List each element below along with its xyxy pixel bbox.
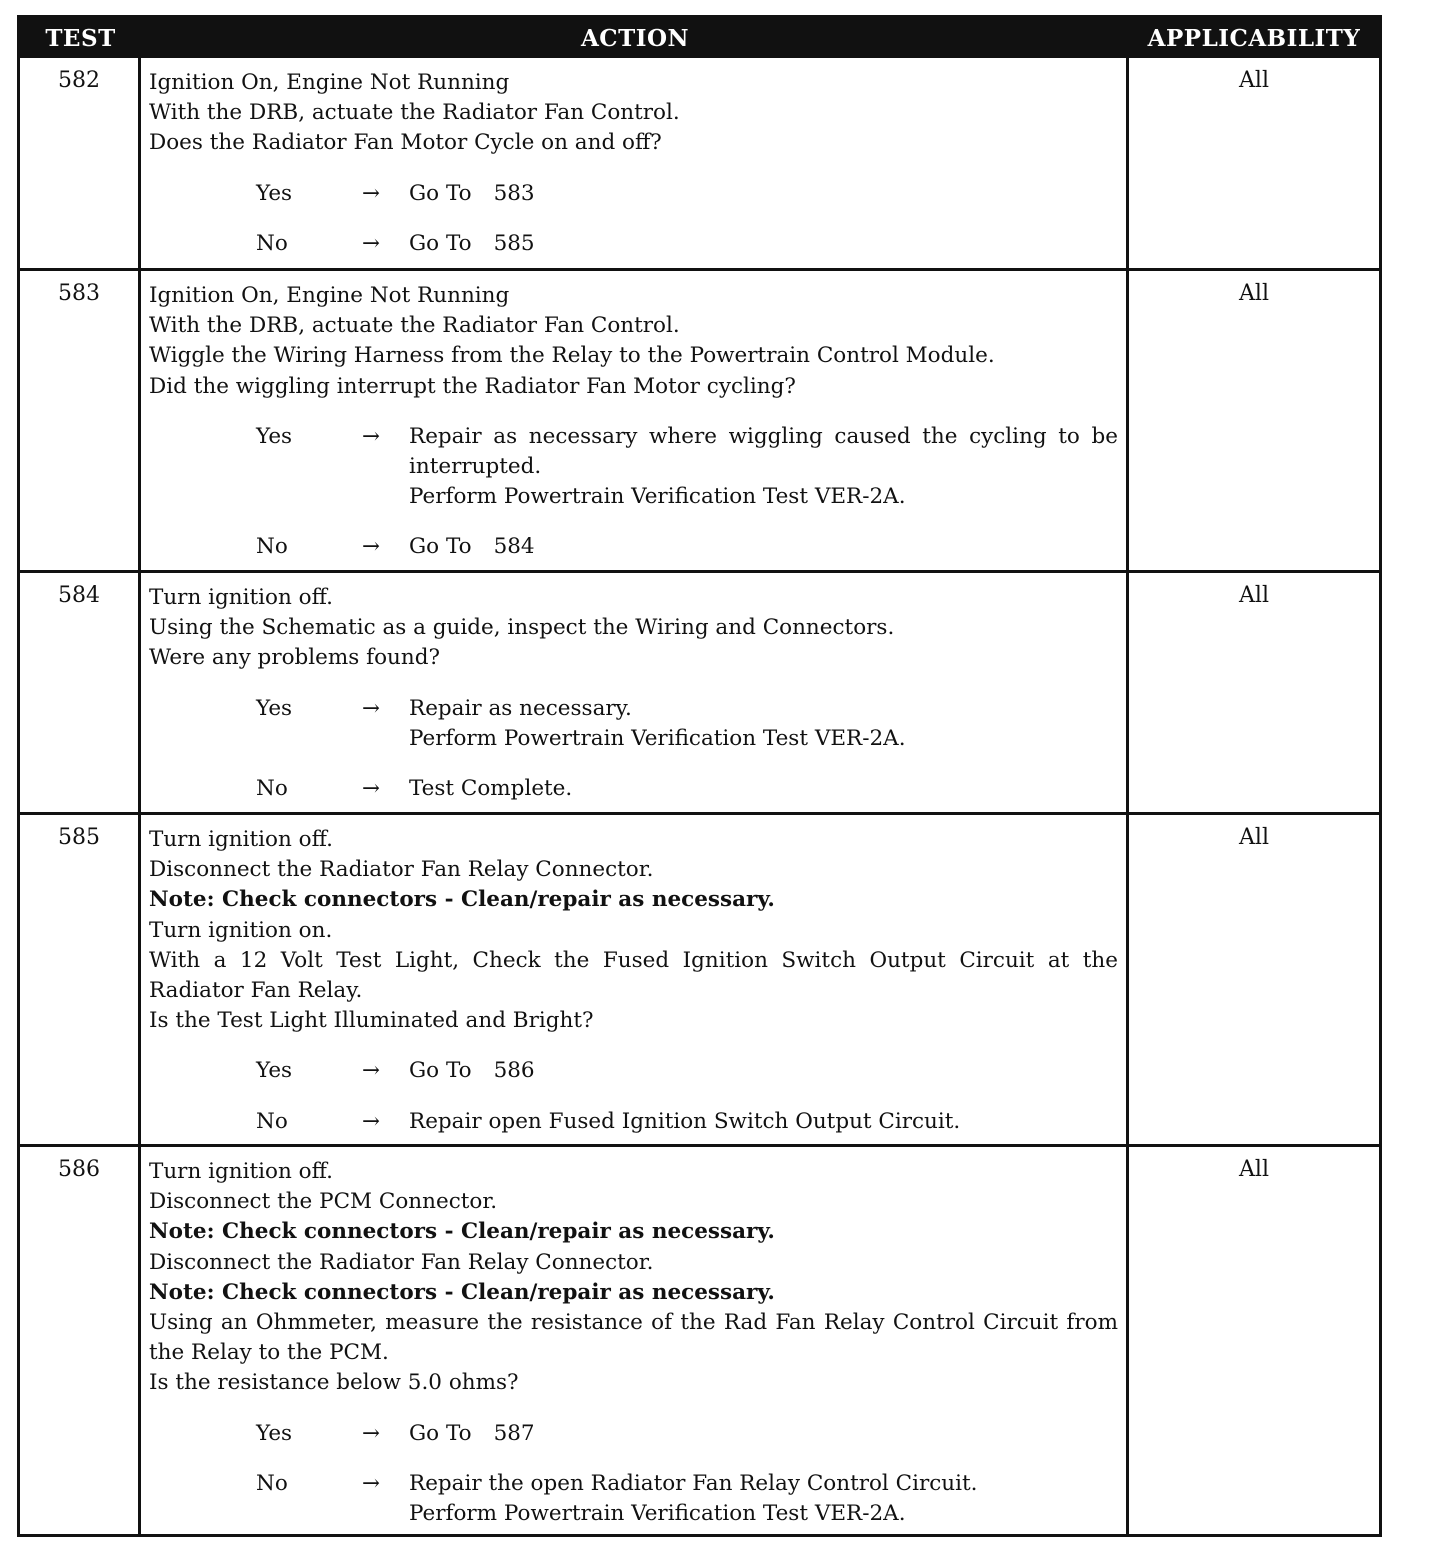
- result-line: Repair as necessary.: [409, 695, 632, 721]
- action-line: Turn ignition off.: [149, 1159, 333, 1184]
- no-branch: [149, 532, 1118, 562]
- result-line: Perform Powertrain Verification Test VER-2A.: [409, 484, 906, 510]
- result-line: Perform Powertrain Verification Test VER-2A.: [409, 1501, 906, 1527]
- action-line: With a 12 Volt Test Light, Check the Fused Ignition Switch Output Circuit at the Radiator Fan Relay.: [149, 947, 1118, 1004]
- no-branch: [149, 1469, 1118, 1529]
- action-line: Using the Schematic as a guide, inspect the Wiring and Connectors.: [149, 615, 895, 641]
- yes-branch: [149, 694, 1118, 754]
- arrow-icon: →: [362, 1058, 381, 1084]
- goto-test-link[interactable]: 584: [493, 534, 535, 560]
- goto-label: Go To: [409, 1420, 472, 1446]
- no-label: No: [256, 1470, 288, 1496]
- no-label: No: [256, 230, 288, 256]
- goto-result: [409, 1419, 1118, 1449]
- action-line: Does the Radiator Fan Motor Cycle on and off?: [149, 130, 662, 156]
- arrow-icon: →: [362, 776, 381, 802]
- action-line: Is the resistance below 5.0 ohms?: [149, 1370, 519, 1396]
- goto-test-link[interactable]: 585: [493, 230, 535, 256]
- result-line: Repair as necessary where wiggling caused the cycling to be: [409, 423, 1118, 449]
- result-line: Repair open Fused Ignition Switch Output Circuit.: [409, 1108, 961, 1134]
- action-line: Disconnect the PCM Connector.: [149, 1189, 498, 1215]
- branch-result: [409, 422, 1118, 513]
- yes-branch: [149, 1056, 1118, 1086]
- table-row: [20, 1144, 1379, 1534]
- applicability-cell: All: [1239, 825, 1269, 850]
- goto-result: [409, 229, 1118, 259]
- note-line: Note: Check connectors - Clean/repair as necessary.: [149, 1219, 775, 1245]
- no-branch: [149, 774, 1118, 804]
- branch-result: [409, 774, 1118, 804]
- arrow-icon: →: [362, 1420, 381, 1446]
- action-line: Did the wiggling interrupt the Radiator Fan Motor cycling?: [149, 373, 796, 399]
- table-row: [20, 58, 1379, 268]
- arrow-icon: →: [362, 180, 381, 206]
- arrow-icon: →: [362, 230, 381, 256]
- header-test: TEST: [45, 25, 116, 52]
- applicability-cell: All: [1239, 68, 1269, 93]
- result-line: Perform Powertrain Verification Test VER-2A.: [409, 725, 906, 751]
- action-line: With the DRB, actuate the Radiator Fan Control.: [149, 313, 680, 339]
- arrow-icon: →: [362, 534, 381, 560]
- action-line: Were any problems found?: [149, 645, 441, 671]
- action-cell: [141, 58, 1129, 268]
- result-line: Repair the open Radiator Fan Relay Control Circuit.: [409, 1470, 978, 1496]
- table-row: [20, 268, 1379, 570]
- goto-label: Go To: [409, 180, 472, 206]
- applicability-cell: All: [1239, 1157, 1269, 1182]
- no-label: No: [256, 1108, 288, 1134]
- no-branch: [149, 1107, 1118, 1137]
- yes-label: Yes: [256, 180, 293, 206]
- goto-result: [409, 532, 1118, 562]
- action-cell: [141, 573, 1129, 812]
- action-line: Wiggle the Wiring Harness from the Relay to the Powertrain Control Module.: [149, 343, 995, 369]
- diagnostic-test-table: [17, 15, 1382, 1537]
- test-number: 586: [20, 1147, 141, 1534]
- action-line: Turn ignition off.: [149, 827, 333, 852]
- branch-result: [409, 1469, 1118, 1529]
- header-applicability: APPLICABILITY: [1147, 25, 1361, 52]
- action-line: Is the Test Light Illuminated and Bright?: [149, 1008, 594, 1034]
- action-cell: [141, 815, 1129, 1144]
- action-line: Disconnect the Radiator Fan Relay Connector.: [149, 1249, 654, 1275]
- yes-label: Yes: [256, 1420, 293, 1446]
- goto-label: Go To: [409, 1058, 472, 1084]
- action-line: With the DRB, actuate the Radiator Fan Control.: [149, 100, 680, 126]
- yes-branch: [149, 422, 1118, 513]
- goto-test-link[interactable]: 583: [493, 180, 535, 206]
- action-line: Using an Ohmmeter, measure the resistance of the Rad Fan Relay Control Circuit from the Relay to the PCM.: [149, 1310, 1118, 1366]
- branch-result: [409, 1107, 1118, 1137]
- table-header: [20, 18, 1379, 58]
- applicability-cell: All: [1239, 583, 1269, 608]
- yes-branch: [149, 1419, 1118, 1449]
- test-number: 583: [20, 271, 141, 570]
- goto-test-link[interactable]: 587: [493, 1420, 535, 1446]
- yes-label: Yes: [256, 1058, 293, 1084]
- branch-result: [409, 694, 1118, 754]
- arrow-icon: →: [362, 695, 381, 721]
- no-label: No: [256, 534, 288, 560]
- goto-label: Go To: [409, 230, 472, 256]
- test-number: 585: [20, 815, 141, 1144]
- result-line: interrupted.: [409, 454, 542, 480]
- applicability-cell: All: [1239, 281, 1269, 306]
- goto-label: Go To: [409, 534, 472, 560]
- no-label: No: [256, 776, 288, 802]
- goto-test-link[interactable]: 586: [493, 1058, 535, 1084]
- table-row: [20, 570, 1379, 812]
- action-cell: [141, 271, 1129, 570]
- yes-label: Yes: [256, 423, 293, 449]
- action-line: Turn ignition on.: [149, 917, 333, 943]
- yes-label: Yes: [256, 695, 293, 721]
- test-number: 584: [20, 573, 141, 812]
- arrow-icon: →: [362, 423, 381, 449]
- action-line: Turn ignition off.: [149, 585, 333, 610]
- goto-result: [409, 179, 1118, 209]
- note-line: Note: Check connectors - Clean/repair as necessary.: [149, 1279, 775, 1305]
- result-line: Test Complete.: [409, 776, 573, 802]
- table-row: [20, 812, 1379, 1144]
- action-line: Ignition On, Engine Not Running: [149, 283, 510, 308]
- action-line: Disconnect the Radiator Fan Relay Connector.: [149, 857, 654, 883]
- goto-result: [409, 1056, 1118, 1086]
- note-line: Note: Check connectors - Clean/repair as necessary.: [149, 887, 775, 913]
- arrow-icon: →: [362, 1108, 381, 1134]
- action-cell: [141, 1147, 1129, 1534]
- test-number: 582: [20, 58, 141, 268]
- action-line: Ignition On, Engine Not Running: [149, 70, 510, 95]
- no-branch: [149, 229, 1118, 259]
- header-action: ACTION: [580, 25, 690, 52]
- arrow-icon: →: [362, 1470, 381, 1496]
- yes-branch: [149, 179, 1118, 209]
